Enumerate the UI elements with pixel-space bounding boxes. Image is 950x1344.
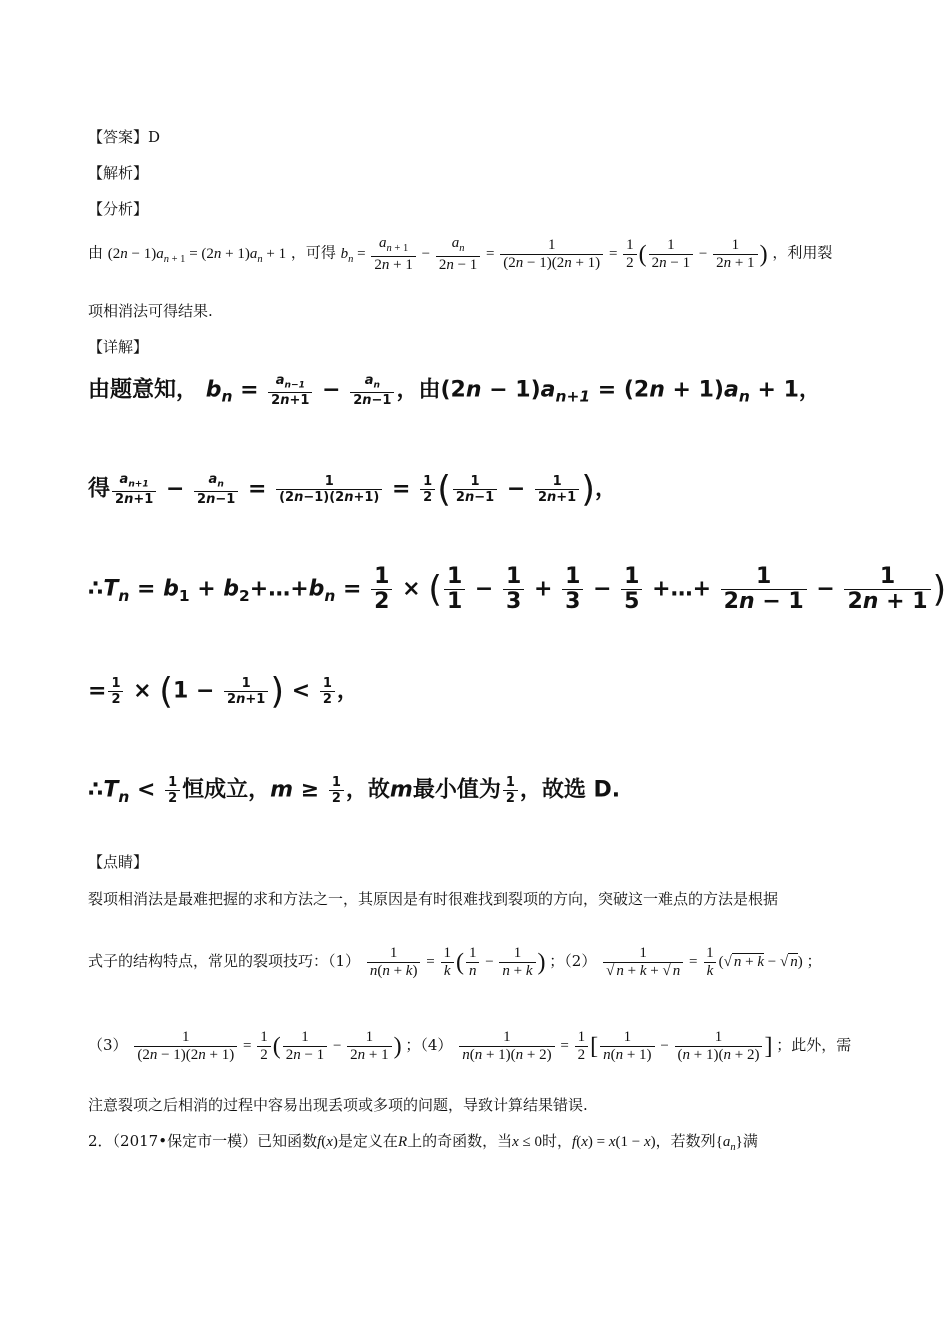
note-paragraph-1: 裂项相消法是最难把握的求和方法之一，其原因是有时很难找到裂项的方向，突破这一难点的方法是根据 [88,890,779,908]
technique-3: $\frac{1}{(2n - 1)(2n + 1)}$ = $\frac{1}{2}$ ( $\frac{1}{2n - 1}$ − $\frac{1}{2n + 1}$ ) [132,1038,405,1054]
detail-line-1: 由题意知， $b_n$ = $\frac{a_{n-1}}{2n+1}$ − $\frac{a_n}{2n-1}$ ，由$(2n - 1)a_{n+1} = (2n + 1)a_n + 1$， [88,373,821,408]
fenxi-label: 【分析】 [88,200,149,218]
answer-label: 【答案】D [88,128,161,146]
analysis-line-2: 项相消法可得结果. [88,302,213,320]
detail-line-3: $\therefore T_n = b_1$ + $b_2+\dots+b_n$ = $\frac{1}{2}$ × ( $\frac{1}{1}$ − $\frac{1}{3}$ + $\frac{1}{3}$ − $\frac{1}{5}$ +…+ $\frac{1}{2n - 1}$ − $\frac{1}{2n + 1}$ ) [88,564,947,614]
analysis-line-1: 由 $(2n - 1)a_{n + 1} = (2n + 1)a_n + 1$ ，可得 $b_n$ = $\frac{a_{n + 1}}{2n + 1}$ − $\frac{a_n}{2n - 1}$ = $\frac{1}{(2n - 1)(2n + 1)}$ = $\frac{1}{2}$ ( $\frac{1}{2n - 1}$ − $\frac{1}{2n + 1}$ ) ，利用裂 [88,235,833,273]
note-line-2: 式子的结构特点，常见的裂项技巧：（1） $\frac{1}{n(n + k)}$ = $\frac{1}{k}$ ( $\frac{1}{n}$ − $\frac{1}{n + k}$ ) ；（2） $\frac{1}{√ n + k + √ n}$ = $\frac{1}{k}$ (√ n + k − √ n) ； [88,945,822,979]
technique-2: $\frac{1}{√ n + k + √ n}$ = $\frac{1}{k}$ (√ n + k − √ n) [601,954,806,970]
technique-4: $\frac{1}{n(n + 1)(n + 2)}$ = $\frac{1}{2}$ [ $\frac{1}{n(n + 1)}$ − $\frac{1}{(n + 1)(n + 2)}$ ] [457,1038,776,1054]
xiangjie-label: 【详解】 [88,338,149,356]
note-line-3: （3） $\frac{1}{(2n - 1)(2n + 1)}$ = $\frac{1}{2}$ ( $\frac{1}{2n - 1}$ − $\frac{1}{2n + 1}$ ) ；（4） $\frac{1}{n(n + 1)(n + 2)}$ = $\frac{1}{2}$ [ $\frac{1}{n(n + 1)}$ − $\frac{1}{(n + 1)(n + 2)}$ ] ；此外，需 [88,1029,852,1063]
detail-line-5: $\therefore T_n$ < $\frac{1}{2}$ 恒成立，m ≥ $\frac{1}{2}$ ，故m最小值为 $\frac{1}{2}$ ，故选 D. [88,775,621,806]
note-paragraph-4: 注意裂项之后相消的过程中容易出现丢项或多项的问题，导致计算结果错误. [88,1096,588,1114]
jiexi-label: 【解析】 [88,164,149,182]
technique-1: $\frac{1}{n(n + k)}$ = $\frac{1}{k}$ ( $\frac{1}{n}$ − $\frac{1}{n + k}$ ) [365,954,549,970]
detail-line-2: 得 $\frac{a_{n+1}}{2n+1}$ − $\frac{a_n}{2n-1}$ = $\frac{1}{(2n-1)(2n+1)}$ = $\frac{1}{2}$ ( $\frac{1}{2n-1}$ − $\frac{1}{2n+1}$ )， [88,469,617,510]
dianjing-label: 【点睛】 [88,853,149,871]
bn-formula: $b_n$ = $\frac{a_{n + 1}}{2n + 1}$ − $\frac{a_n}{2n - 1}$ = $\frac{1}{(2n - 1)(2n + 1)}$ = $\frac{1}{2}$ ( $\frac{1}{2n - 1}$ − $\frac{1}{2n + 1}$ ) [340,235,768,273]
question-2-line: 2．（2017•保定市一模）已知函数f(x)是定义在R上的奇函数，当x ≤ 0时，f(x) = x(1 − x)，若数列$\{a_n\}$满 [88,1132,758,1153]
recurrence-formula: $(2n - 1)a_{n + 1} = (2n + 1)a_n + 1$ [107,245,287,265]
detail-line-4: = $\frac{1}{2}$ × (1 − $\frac{1}{2n+1}$ ) < $\frac{1}{2}$ ， [88,671,359,712]
